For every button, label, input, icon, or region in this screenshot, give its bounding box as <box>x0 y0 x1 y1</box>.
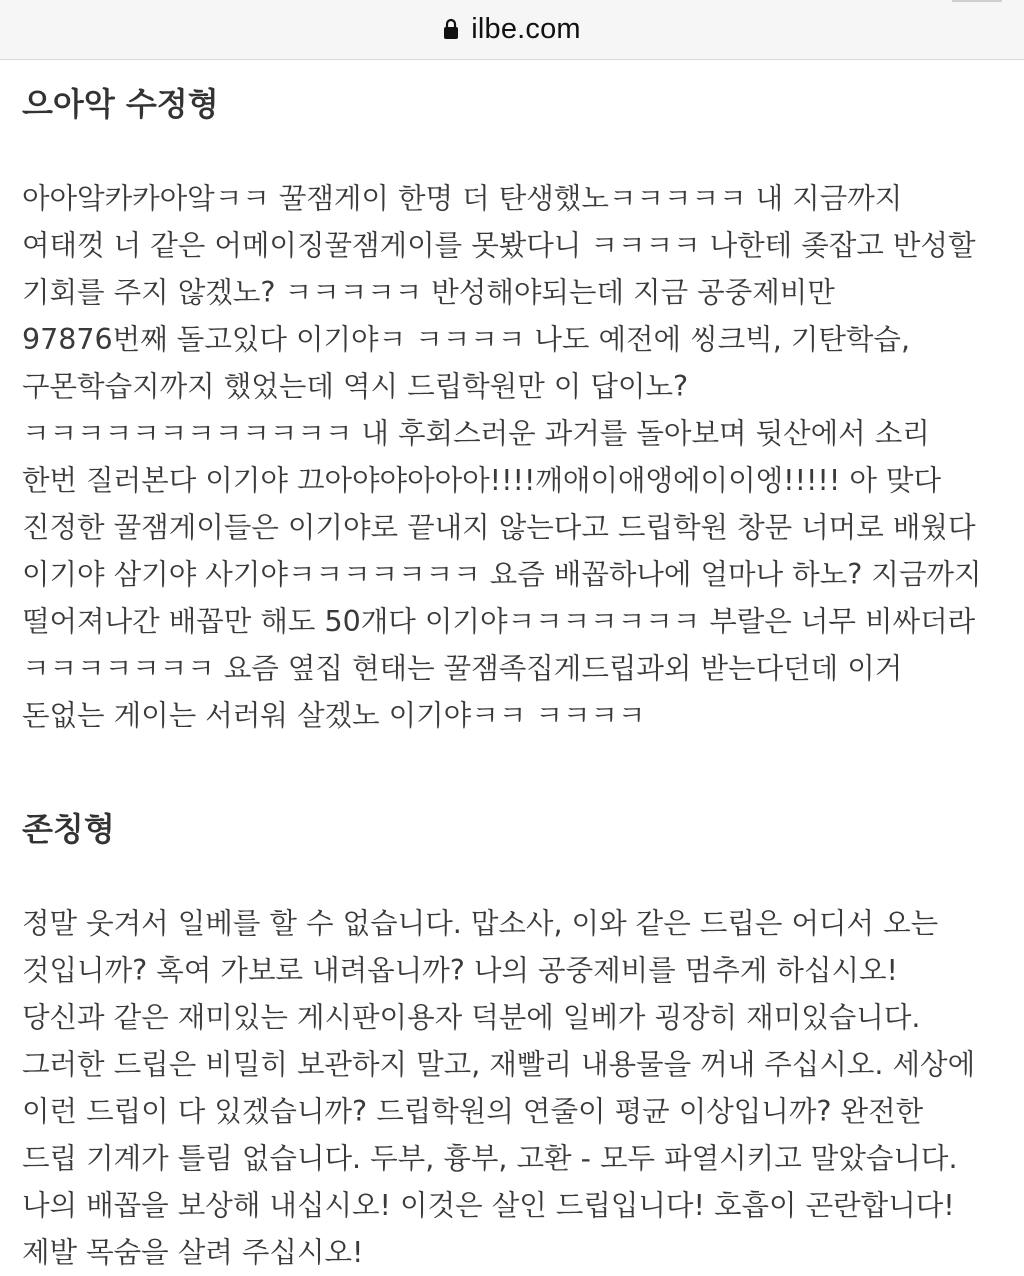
url-text: ilbe.com <box>471 12 581 45</box>
section-title: 존칭형 <box>22 810 115 848</box>
browser-url-bar[interactable] <box>0 0 1024 60</box>
section-title: 으아악 수정형 <box>22 85 219 123</box>
lock-icon <box>443 18 459 40</box>
address-display[interactable] <box>0 12 1024 46</box>
section-body: 아아앜카카아앜ㅋㅋ 꿀잼게이 한명 더 탄생했노ㅋㅋㅋㅋㅋ 내 지금까지 여태껏 너 같은 어메이징꿀잼게이를 못봤다니 ㅋㅋㅋㅋ 나한테 좆잡고 반성할 기회를 주지 않겠노? ㅋㅋㅋㅋㅋ 반성해야되는데 지금 공중제비만 97876번째 돌고있다 이기야ㅋ ㅋㅋㅋㅋ 나도 예전에 씽크빅, 기탄학습, 구몬학습지까지 했었는데 역시 드립학원만 이 답이노? ㅋㅋㅋㅋㅋㅋㅋㅋㅋㅋㅋㅋ 내 후회스러운 과거를 돌아보며 뒷산에서 소리 한번 질러본다 이기야 끄아야야아아아!!!!깨애이애앵에이이엥!!!!! 아 맞다 진정한 꿀잼게이들은 이기야로 끝내지 않는다고 드립학원 창문 너머로 배웠다 이기야 삼기야 사기야ㅋㅋㅋㅋㅋㅋㅋ 요즘 배꼽하나에 얼마나 하노? 지금까지 떨어져나간 배꼽만 해도 50개다 이기야ㅋㅋㅋㅋㅋㅋㅋ 부랄은 너무 비싸더라 ㅋㅋㅋㅋㅋㅋㅋ 요즘 옆집 현태는 꿀잼족집게드립과외 받는다던데 이거 돈없는 게이는 서러워 살겠노 이기야ㅋㅋ ㅋㅋㅋㅋ <box>22 182 982 732</box>
section-body: 정말 웃겨서 일베를 할 수 없습니다. 맙소사, 이와 같은 드립은 어디서 오는 것입니까? 혹여 가보로 내려옵니까? 나의 공중제비를 멈추게 하십시오! 당신과 같은 재미있는 게시판이용자 덕분에 일베가 굉장히 재미있습니다. 그러한 드립은 비밀히 보관하지 말고, 재빨리 내용물을 꺼내 주십시오. 세상에 이런 드립이 다 있겠습니까? 드립학원의 연줄이 평균 이상입니까? 완전한 드립 기계가 틀림 없습니다. 두부, 흉부, 고환 - 모두 파열시키고 말았습니다. 나의 배꼽을 보상해 내십시오! 이것은 살인 드립입니다! 호흡이 곤란합니다! 제발 목숨을 살려 주십시오! <box>22 907 976 1269</box>
tab-indicator <box>952 0 1002 2</box>
